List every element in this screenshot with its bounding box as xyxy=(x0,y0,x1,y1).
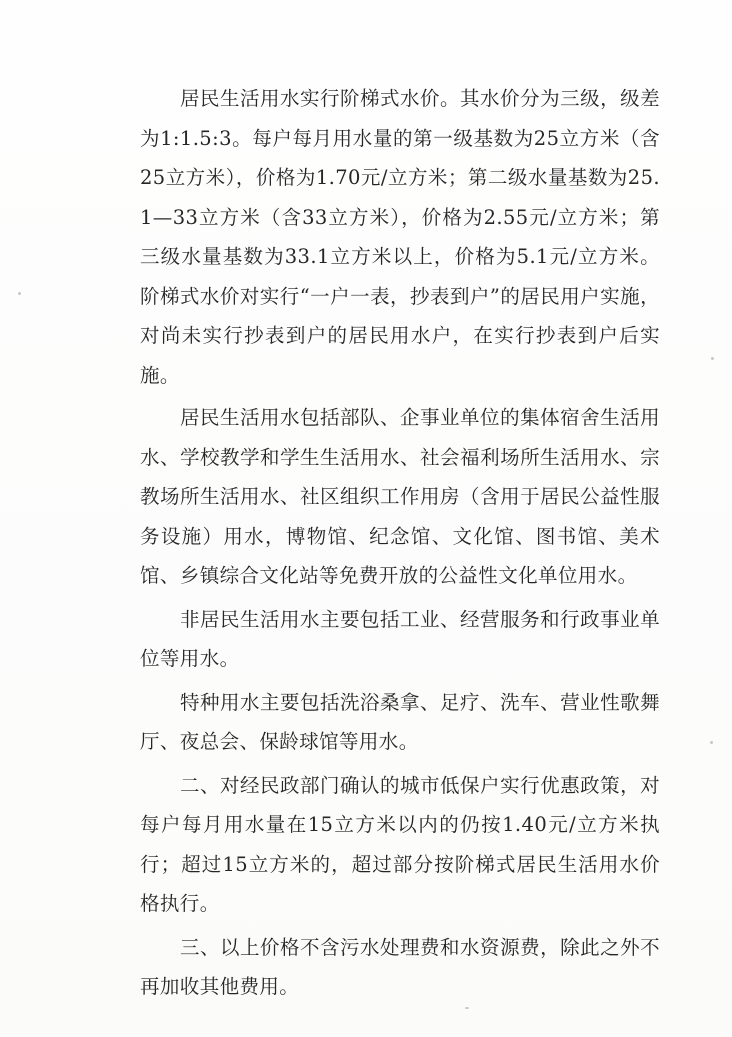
paragraph-special-water: 特种用水主要包括洗浴桑拿、足疗、洗车、营业性歌舞厅、夜总会、保龄球馆等用水。 xyxy=(140,690,660,753)
scan-speck xyxy=(465,1007,469,1009)
paragraph-residential-water-scope: 居民生活用水包括部队、企事业单位的集体宿舍生活用水、学校教学和学生生活用水、社会福利场所生活用水、宗教场所生活用水、社区组织工作用房（含用于居民公益性服务设施）用水，博物馆、纪念馆、文化馆、图书馆、美术馆、乡镇综合文化站等免费开放的公益性文化单位用水。 xyxy=(140,406,660,587)
scan-speck xyxy=(18,292,21,295)
document-body xyxy=(140,79,660,1011)
paragraph-low-income-policy: 二、对经民政部门确认的城市低保户实行优惠政策，对每户每月用水量在15立方米以内的仍按1.40元/立方米执行；超过15立方米的，超过部分按阶梯式居民生活用水价格执行。 xyxy=(140,773,660,915)
scan-speck xyxy=(711,357,714,360)
paragraph-price-exclusions: 三、以上价格不含污水处理费和水资源费，除此之外不再加收其他费用。 xyxy=(140,935,660,998)
scan-speck xyxy=(710,741,713,744)
paragraph-non-residential-water: 非居民生活用水主要包括工业、经营服务和行政事业单位等用水。 xyxy=(140,607,660,670)
paragraph-tiered-water-price: 居民生活用水实行阶梯式水价。其水价分为三级，级差为1:1.5:3。每户每月用水量的第一级基数为25立方米（含25立方米），价格为1.70元/立方米；第二级水量基数为25.1—33立方米（含33立方米），价格为2.55元/立方米；第三级水量基数为33.1立方米以上，价格为5.1元/立方米。阶梯式水价对实行“一户一表，抄表到户”的居民用户实施，对尚未实行抄表到户的居民用水户，在实行抄表到户后实施。 xyxy=(140,87,660,387)
